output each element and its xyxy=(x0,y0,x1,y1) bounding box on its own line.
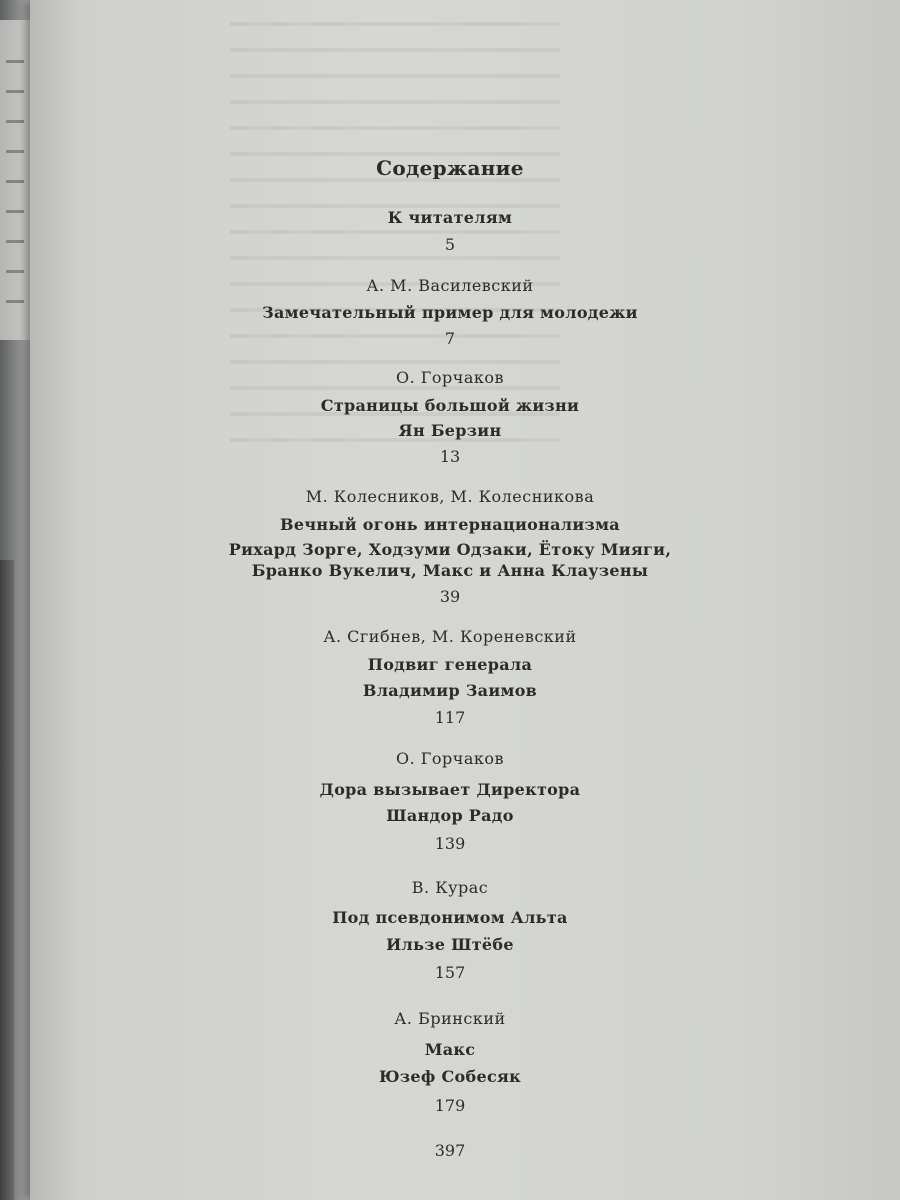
entry-author: В. Курас xyxy=(411,878,489,897)
entry-author: А. М. Василевский xyxy=(366,276,534,295)
entry-subject-line-1: Рихард Зорге, Ходзуми Одзаки, Ётоку Мияги, xyxy=(228,540,672,559)
entry-page-number: 139 xyxy=(434,834,466,853)
entry-subject: Ильзе Штёбе xyxy=(386,935,514,954)
entry-page-number: 157 xyxy=(434,963,466,982)
page-title: Содержание xyxy=(376,156,524,180)
entry-title: Под псевдонимом Альта xyxy=(332,908,568,927)
page-folio: 397 xyxy=(434,1141,466,1160)
entry-title: К читателям xyxy=(387,208,513,227)
entry-title: Дора вызывает Директора xyxy=(319,780,581,799)
entry-subject: Юзеф Собесяк xyxy=(379,1067,521,1086)
entry-subject: Владимир Заимов xyxy=(362,681,538,700)
entry-page-number: 13 xyxy=(439,447,461,466)
entry-author: О. Горчаков xyxy=(395,368,504,387)
entry-author: О. Горчаков xyxy=(395,749,504,768)
entry-title: Страницы большой жизни xyxy=(320,396,580,415)
entry-author: А. Сгибнев, М. Кореневский xyxy=(323,627,577,646)
entry-author: М. Колесников, М. Колесникова xyxy=(305,487,595,506)
entry-page-number: 7 xyxy=(444,329,456,348)
entry-page-number: 179 xyxy=(434,1096,466,1115)
entry-subject-line-2: Бранко Вукелич, Макс и Анна Клаузены xyxy=(251,561,649,580)
entry-title: Макс xyxy=(424,1040,476,1059)
entry-subject: Шандор Радо xyxy=(386,806,514,825)
entry-subject: Ян Берзин xyxy=(398,421,502,440)
entry-author: А. Бринский xyxy=(394,1009,506,1028)
entry-title: Вечный огонь интернационализма xyxy=(280,515,620,534)
entry-page-number: 117 xyxy=(434,708,466,727)
entry-page-number: 5 xyxy=(444,235,456,254)
entry-title: Замечательный пример для молодежи xyxy=(262,303,638,322)
show-through-text xyxy=(230,0,560,460)
entry-page-number: 39 xyxy=(439,587,461,606)
entry-title: Подвиг генерала xyxy=(367,655,533,674)
